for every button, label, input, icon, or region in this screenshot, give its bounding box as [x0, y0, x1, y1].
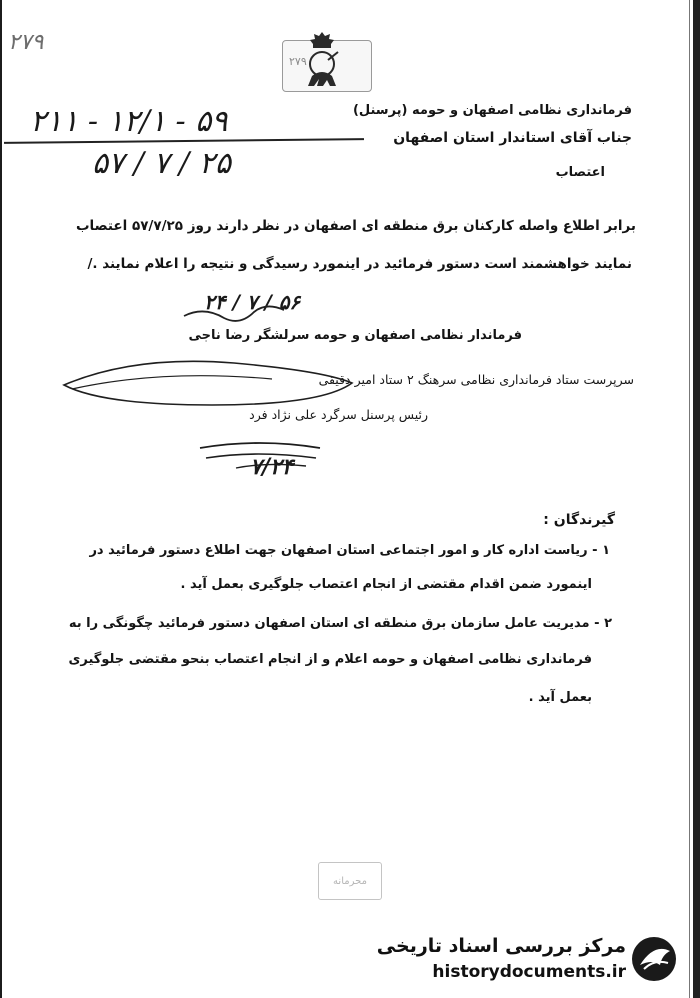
header-line-1: فرمانداری نظامی اصفهان و حومه (پرسنل): [352, 103, 632, 118]
watermark-title: مرکز بررسی اسناد تاریخی: [376, 935, 626, 957]
lion-and-sun-emblem: [296, 30, 348, 94]
letterhead-date: ۵۷ / ۷ / ۲۵: [92, 146, 231, 181]
scan-border-left: [0, 0, 2, 998]
signature-loop: [58, 355, 358, 411]
letterhead-number: ۲۱۱ - ۱۲/۱ - ۵۹: [30, 104, 228, 139]
handwritten-note-scribble: [180, 286, 300, 330]
signature-line-3: رئیس پرسنل سرگرد علی نژاد فرد: [249, 407, 428, 422]
signature-number: ۷/۲۴: [250, 454, 294, 480]
scan-border-right-inner: [689, 0, 690, 998]
subject-label: اعتصاب: [555, 165, 605, 180]
handwritten-note: ۲۴ / ۷ / ۵۶: [204, 290, 301, 314]
watermark-url: historydocuments.ir: [432, 962, 626, 982]
top-stamp-text: ۲۷۹: [289, 55, 307, 68]
recipients-heading: گیرندگان :: [543, 512, 615, 528]
bottom-stamp: محرمانه: [318, 862, 382, 900]
signature-line-2: سرپرست ستاد فرمانداری نظامی سرهنگ ۲ ستاد امیر دقیقی: [318, 372, 634, 387]
recipient-1-line-1: ۱ - ریاست اداره کار و امور اجتماعی استان اصفهان جهت اطلاع دستور فرمائید در: [89, 543, 610, 558]
recipient-1-line-2: اینمورد ضمن اقدام مقتضی از انجام اعتصاب جلوگیری بعمل آید .: [180, 577, 592, 592]
recipient-2-line-1: ۲ - مدیریت عامل سازمان برق منطقه ای استان اصفهان دستور فرمائید چگونگی را به: [68, 616, 612, 631]
recipient-2-line-3: بعمل آید .: [528, 690, 592, 705]
header-line-2: جناب آقای استاندار استان اصفهان: [393, 130, 632, 146]
recipient-2-line-2: فرمانداری نظامی اصفهان و حومه اعلام و از انجام اعتصاب بنحو مقتضی جلوگیری: [68, 652, 592, 667]
body-line-1: برابر اطلاع واصله کارکنان برق منطقه ای اصفهان در نظر دارند روز ۵۷/۷/۲۵ اعتصاب: [75, 218, 636, 234]
scan-border-right: [693, 0, 700, 998]
archive-logo-icon: [630, 935, 678, 983]
body-line-2: نمایند خواهشمند است دستور فرمائید در اینمورد رسیدگی و نتیجه را اعلام نمایند ./: [87, 256, 632, 272]
page-number: ۲۷۹: [8, 30, 44, 55]
signature-line-1: فرماندار نظامی اصفهان و حومه سرلشگر رضا ناجی: [188, 328, 522, 343]
